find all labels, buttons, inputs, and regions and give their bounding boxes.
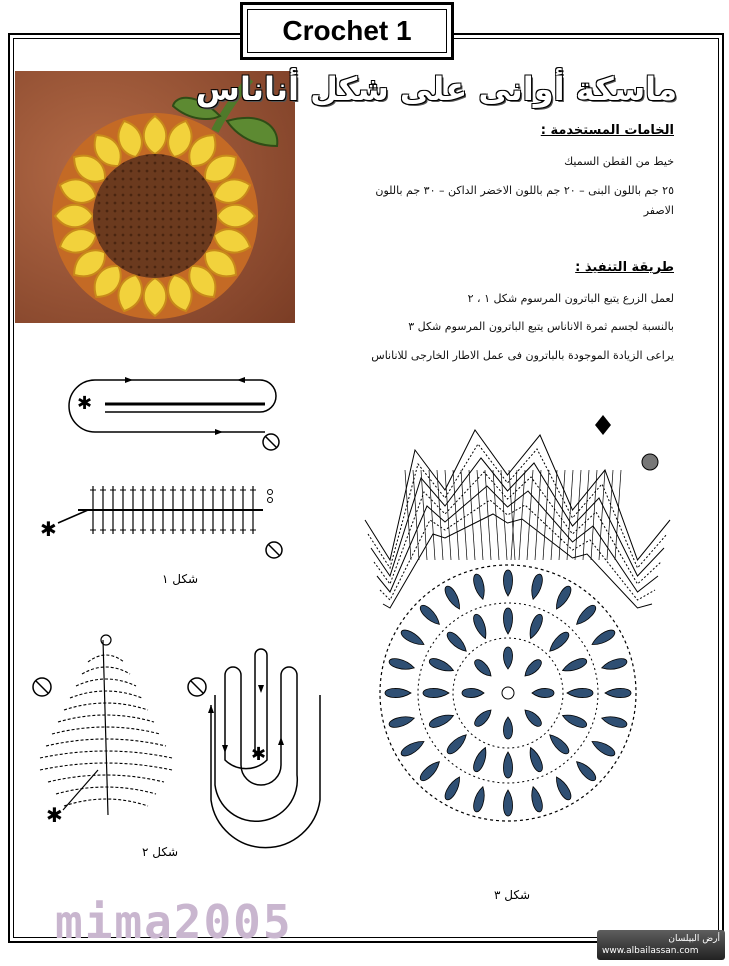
method-line-3: يراعى الزيادة الموجودة بالباترون فى عمل الاطار الخارجى للاناناس bbox=[371, 349, 674, 362]
figure-2-leaf-chart bbox=[28, 630, 188, 830]
figure-1-label: شكل ١ bbox=[162, 572, 199, 586]
puff-stitch bbox=[526, 613, 544, 640]
puff-stitch bbox=[503, 647, 512, 669]
figure-2-label: شكل ٢ bbox=[142, 845, 179, 859]
puff-stitch bbox=[388, 714, 415, 729]
puff-stitch bbox=[503, 790, 512, 816]
puff-stitch bbox=[553, 775, 574, 802]
puff-stitch bbox=[561, 711, 588, 729]
potholder-photo bbox=[15, 71, 295, 323]
svg-text:✱: ✱ bbox=[40, 517, 57, 541]
puff-stitch bbox=[445, 732, 470, 757]
puff-stitch bbox=[471, 746, 489, 773]
puff-stitch bbox=[385, 688, 411, 697]
puff-stitch bbox=[388, 657, 415, 672]
puff-stitch bbox=[503, 570, 512, 596]
puff-stitch bbox=[601, 657, 628, 672]
title-box bbox=[240, 2, 454, 60]
site-badge[interactable] bbox=[597, 930, 725, 960]
puff-stitch bbox=[573, 758, 598, 783]
figure-1-chain-diagram bbox=[65, 372, 285, 462]
figure-3-label: شكل ٣ bbox=[494, 888, 531, 902]
puff-stitch bbox=[529, 573, 544, 600]
site-url: www.albailassan.com bbox=[602, 946, 699, 956]
puff-stitch bbox=[522, 657, 544, 679]
puff-stitch bbox=[547, 630, 572, 655]
puff-stitch bbox=[471, 613, 489, 640]
method-line-2: بالنسبة لجسم ثمرة الاناناس يتبع الباترون المرسوم شكل ٣ bbox=[408, 320, 674, 333]
puff-stitch bbox=[605, 688, 631, 697]
puff-stitch bbox=[472, 707, 494, 729]
figure-2-leaf-path bbox=[185, 635, 330, 835]
puff-stitch bbox=[532, 688, 554, 697]
puff-stitch bbox=[503, 752, 512, 778]
puff-stitch bbox=[503, 608, 512, 634]
puff-stitch bbox=[423, 688, 449, 697]
page-title: Crochet 1 bbox=[247, 9, 447, 53]
svg-text:✱: ✱ bbox=[251, 744, 267, 765]
puff-stitch bbox=[428, 656, 455, 674]
watermark: mima2005 bbox=[55, 895, 293, 949]
puff-stitch bbox=[443, 584, 464, 611]
puff-stitch bbox=[418, 603, 443, 628]
puff-stitch bbox=[529, 786, 544, 813]
puff-stitch bbox=[522, 707, 544, 729]
puff-stitch bbox=[503, 717, 512, 739]
materials-line-2: ٢٥ جم باللون البنى – ٢٠ جم باللون الاخضر الداكن – ٣٠ جم باللون bbox=[375, 184, 674, 197]
puff-stitch bbox=[553, 584, 574, 611]
puff-stitch bbox=[472, 786, 487, 813]
method-line-1: لعمل الزرع يتبع الباترون المرسوم شكل ١ ، ٢ bbox=[467, 292, 674, 305]
puff-stitch bbox=[590, 628, 617, 649]
figure-3-pineapple-chart bbox=[325, 410, 695, 870]
figure-1-stitch-diagram bbox=[38, 478, 293, 568]
puff-stitch bbox=[462, 688, 484, 697]
puff-stitch bbox=[567, 688, 593, 697]
puff-stitch bbox=[399, 628, 426, 649]
article-heading: ماسكة أوانى على شكل أناناس bbox=[195, 70, 677, 108]
puff-stitch bbox=[590, 738, 617, 759]
puff-stitch bbox=[472, 657, 494, 679]
puff-stitch bbox=[445, 630, 470, 655]
puff-stitch bbox=[399, 738, 426, 759]
svg-text:✱: ✱ bbox=[46, 803, 63, 827]
materials-line-1: خيط من القطن السميك bbox=[564, 155, 674, 168]
puff-stitch bbox=[418, 758, 443, 783]
site-name: أرض البيلسان bbox=[668, 934, 720, 944]
puff-stitch bbox=[601, 714, 628, 729]
materials-title: الخامات المستخدمة : bbox=[540, 123, 674, 138]
puff-stitch bbox=[547, 732, 572, 757]
method-title: طريقة التنفيذ : bbox=[575, 260, 674, 275]
puff-stitch bbox=[472, 573, 487, 600]
svg-text:✱: ✱ bbox=[77, 393, 93, 414]
puff-stitch bbox=[428, 711, 455, 729]
materials-line-3: الاصفر bbox=[643, 204, 674, 217]
puff-stitch bbox=[443, 775, 464, 802]
puff-stitch bbox=[573, 603, 598, 628]
puff-stitch bbox=[561, 656, 588, 674]
puff-stitch bbox=[526, 746, 544, 773]
